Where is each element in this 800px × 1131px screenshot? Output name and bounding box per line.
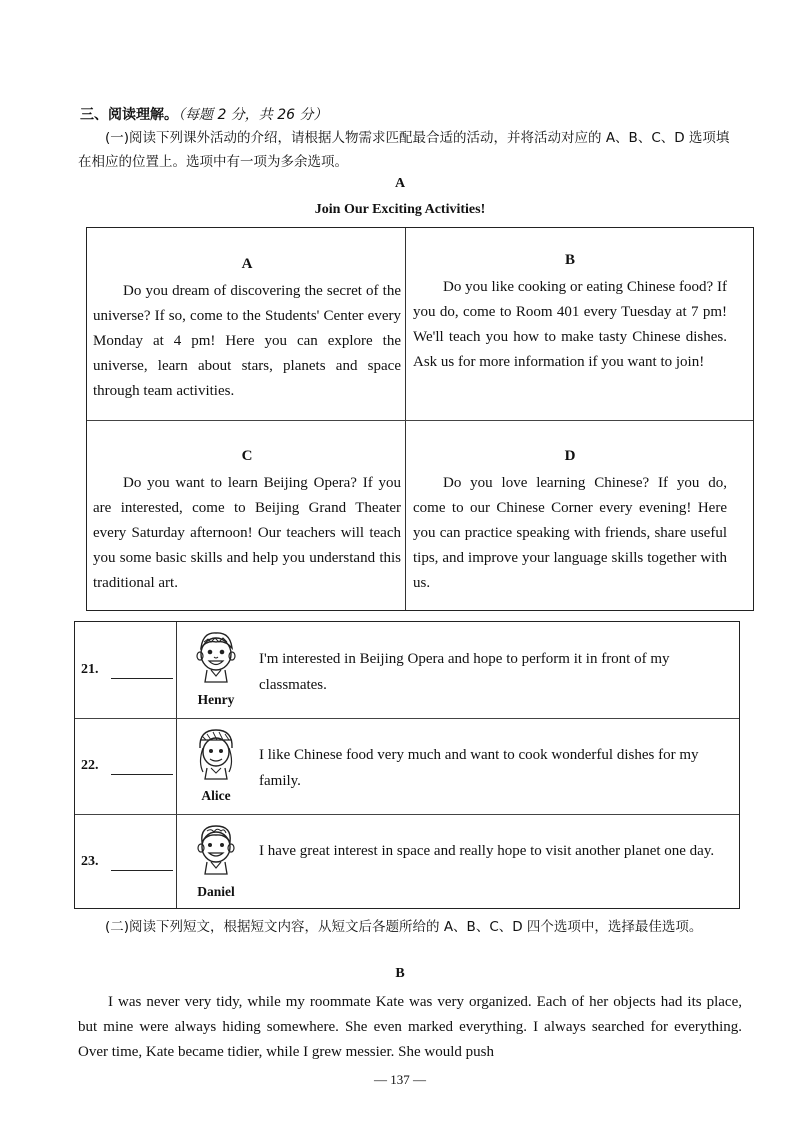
question-text: I'm interested in Beijing Opera and hope to perform it in front of my classmates. bbox=[259, 651, 670, 693]
score-note: （每题 2 分，共 26 分） bbox=[178, 107, 328, 123]
part1-letter: A bbox=[394, 176, 406, 191]
grid-divider-horizontal bbox=[87, 420, 753, 421]
question-text: I like Chinese food very much and want to cook wonderful dishes for my family. bbox=[259, 747, 699, 789]
question-row bbox=[75, 814, 739, 910]
answer-blank[interactable] bbox=[111, 662, 173, 679]
activities-title: Join Our Exciting Activities! bbox=[314, 202, 486, 217]
avatar bbox=[181, 628, 251, 716]
activity-letter: B bbox=[564, 252, 575, 268]
reading-passage: I was never very tidy, while my roommate Kate was very organized. Each of her objects had its place, but mine were always hiding somewhere. She even marked everything. I always searched for everything. Over time, Kate became tidier, while I grew messier. She would push bbox=[78, 994, 742, 1060]
activity-card-c bbox=[93, 444, 401, 596]
avatar-name: Henry bbox=[197, 692, 235, 707]
girl-face-icon bbox=[195, 726, 237, 784]
activities-grid bbox=[86, 227, 754, 611]
part2-instruction: (二)阅读下列短文，根据短文内容，从短文后各题所给的 A、B、C、D 四个选项中，选择最佳选项。 bbox=[105, 919, 703, 935]
question-number: 21. bbox=[81, 662, 99, 678]
avatar bbox=[181, 724, 251, 812]
questions-table bbox=[74, 621, 740, 909]
activity-card-b bbox=[413, 248, 727, 375]
activity-card-a bbox=[93, 252, 401, 404]
page-number: — 137 — bbox=[374, 1072, 426, 1087]
activity-letter: A bbox=[241, 256, 253, 272]
part2-letter: B bbox=[395, 966, 405, 981]
section-header bbox=[80, 104, 328, 124]
question-row bbox=[75, 622, 739, 718]
boy-face-icon bbox=[195, 630, 237, 688]
activity-letter: D bbox=[564, 448, 576, 464]
avatar-name: Daniel bbox=[197, 884, 235, 899]
activity-text: Do you dream of discovering the secret of the universe? If so, come to the Students' Center every Monday at 4 pm! Here you can explore the universe, learn about stars, planets and space through team activities. bbox=[93, 283, 401, 399]
activity-letter: C bbox=[241, 448, 253, 464]
boy-face-icon bbox=[195, 822, 237, 880]
avatar-name: Alice bbox=[201, 788, 231, 803]
part1-instruction: (一)阅读下列课外活动的介绍，请根据人物需求匹配最合适的活动，并将活动对应的 A、B、C、D 选项填在相应的位置上。选项中有一项为多余选项。 bbox=[78, 130, 730, 170]
section-title: 三、阅读理解。 bbox=[80, 107, 178, 123]
answer-blank[interactable] bbox=[111, 758, 173, 775]
activity-text: Do you like cooking or eating Chinese food? If you do, come to Room 401 every Tuesday at 7 pm! We'll teach you how to make tasty Chinese dishes. Ask us for more information if you want to join! bbox=[413, 279, 727, 370]
activity-text: Do you love learning Chinese? If you do, come to our Chinese Corner every evening! Here you can practice speaking with friends, share useful tips, and improve your language skills together with us. bbox=[413, 475, 727, 591]
question-row bbox=[75, 718, 739, 814]
question-text: I have great interest in space and really hope to visit another planet one day. bbox=[259, 843, 715, 859]
activity-card-d bbox=[413, 444, 727, 596]
answer-blank[interactable] bbox=[111, 854, 173, 871]
question-number: 22. bbox=[81, 758, 99, 774]
activity-text: Do you want to learn Beijing Opera? If you are interested, come to Beijing Grand Theater every Saturday afternoon! Our teachers will teach you some basic skills and help you understand this traditional art. bbox=[93, 475, 401, 591]
grid-divider-vertical bbox=[405, 228, 406, 610]
avatar bbox=[181, 820, 251, 908]
question-number: 23. bbox=[81, 854, 99, 870]
